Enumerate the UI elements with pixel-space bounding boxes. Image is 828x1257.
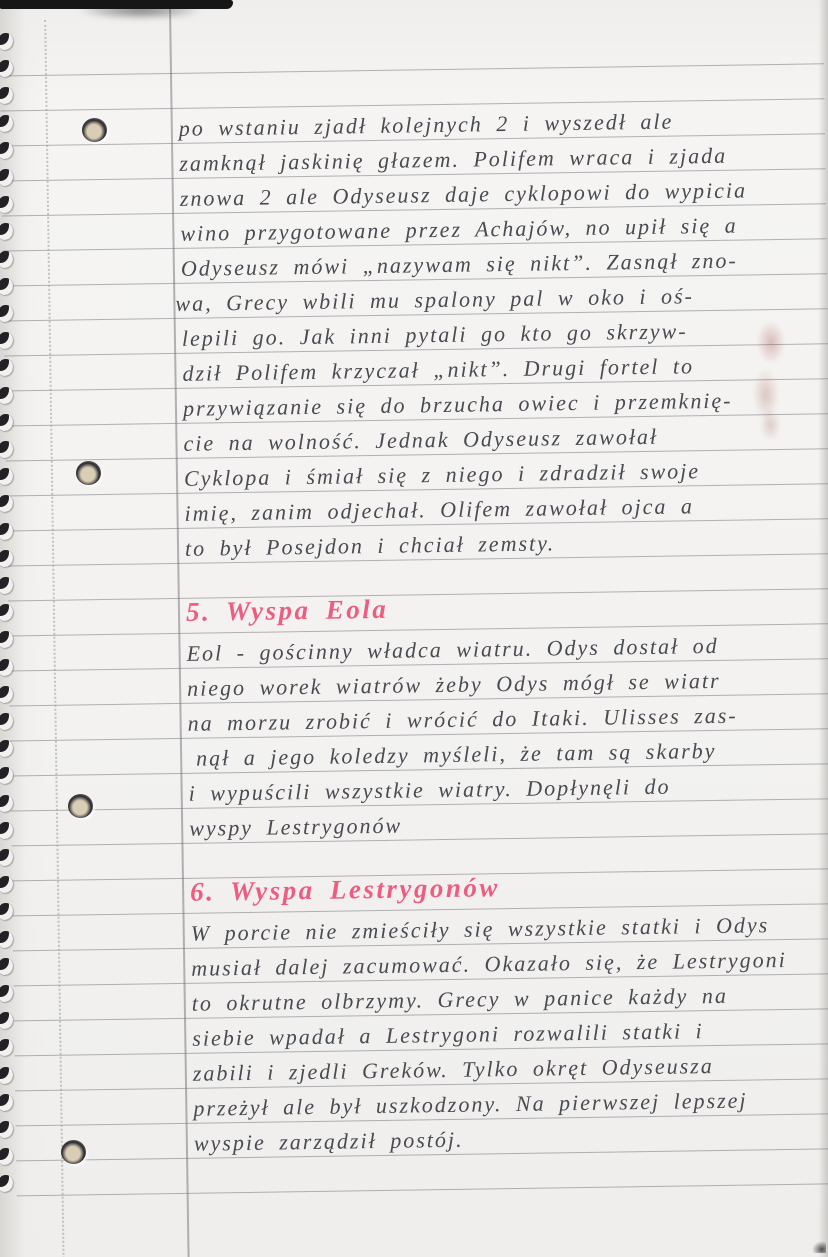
corner-shadow [812, 1241, 826, 1253]
punch-hole [82, 118, 107, 142]
handwritten-line: cie na wolność. Jednak Odyseusz zawołał [183, 423, 659, 456]
spiral-ring [0, 550, 13, 567]
spiral-ring [0, 495, 13, 512]
spiral-ring [0, 359, 13, 376]
handwritten-line: wino przygotowane przez Achajów, no upił się a [180, 212, 738, 246]
spiral-ring [0, 387, 13, 404]
handwritten-line: imię, zanim odjechał. Olifem zawołał ojca a [184, 493, 695, 526]
spiral-ring [0, 795, 13, 812]
spiral-ring [0, 849, 13, 866]
spiral-ring [0, 1094, 13, 1111]
handwritten-line: to był Posejdon i chciał zemsty. [184, 530, 556, 561]
spiral-ring [0, 1067, 13, 1084]
spiral-ring [0, 767, 13, 784]
spiral-ring [0, 332, 13, 349]
section-heading-6: 6. Wyspa Lestrygonów [189, 872, 501, 907]
spiral-ring [0, 468, 13, 485]
spiral-ring [0, 903, 13, 920]
spiral-ring [0, 1175, 13, 1192]
handwritten-line: wa, Grecy wbili mu spalony pal w oko i oś- [175, 283, 695, 316]
spiral-ring [0, 1148, 13, 1165]
handwritten-line: to okrutne olbrzymy. Grecy w panice każdy na [191, 982, 729, 1016]
handwritten-line: znowa 2 ale Odyseusz daje cyklopowi do wypicia [179, 177, 748, 211]
spiral-ring [0, 115, 13, 132]
spiral-ring [0, 713, 13, 730]
handwritten-line: na morzu zrobić i wrócić do Itaki. Ulisses zas- [187, 702, 738, 736]
spiral-ring [0, 822, 13, 839]
handwritten-line: i wypuścili wszystkie wiatry. Dopłynęli do [188, 773, 671, 806]
spiral-ring [0, 196, 13, 213]
spiral-ring [0, 60, 13, 77]
spiral-ring [0, 985, 13, 1002]
handwritten-line: Cyklopa i śmiał się z niego i zdradził swoje [183, 458, 701, 491]
handwritten-line: zabili i zjedli Greków. Tylko okręt Odyseusza [192, 1053, 714, 1086]
spiral-ring [0, 441, 13, 458]
section-heading-5: 5. Wyspa Eola [185, 593, 389, 627]
spiral-ring [0, 958, 13, 975]
handwritten-line: wyspie zarządził postój. [193, 1126, 464, 1156]
handwritten-line: przywiązanie się do brzucha owiec i przemknię- [182, 387, 733, 421]
rule-line [17, 1183, 828, 1196]
punch-hole [76, 461, 101, 485]
spiral-ring [0, 523, 13, 540]
spiral-ring [0, 87, 13, 104]
spiral-ring [0, 577, 13, 594]
spiral-ring [0, 169, 13, 186]
punch-hole [61, 1140, 86, 1164]
handwritten-line: wyspy Lestrygonów [189, 812, 403, 841]
handwritten-line: niego worek wiatrów żeby Odys mógł se wiatr [186, 667, 721, 701]
spiral-ring [0, 931, 13, 948]
spiral-ring [0, 414, 13, 431]
punch-hole [68, 794, 93, 818]
spiral-ring [0, 33, 13, 50]
spiral-ring [0, 686, 13, 703]
spiral-ring [0, 223, 13, 240]
spiral-ring [0, 142, 13, 159]
spiral-ring [0, 251, 13, 268]
spiral-ring [0, 1039, 13, 1056]
photo-top-shadow [0, 0, 233, 9]
ink-stain [744, 321, 794, 440]
rule-line [8, 588, 828, 601]
handwritten-line: dził Polifem krzyczał „nikt”. Drugi fortel to [182, 353, 695, 386]
handwritten-line: Eol - gościnny władca wiatru. Odys dostał od [186, 632, 719, 666]
spiral-ring [0, 1012, 13, 1029]
handwritten-line: nął a jego koledzy myśleli, że tam są skarby [195, 737, 717, 771]
spiral-ring [0, 604, 13, 621]
perforation-line [44, 20, 64, 1257]
handwritten-line: Odyseusz mówi „nazywam się nikt”. Zasnął zno- [180, 247, 738, 281]
spiral-ring [0, 659, 13, 676]
spiral-ring [0, 278, 13, 295]
handwritten-line: po wstaniu zjadł kolejnych 2 i wyszedł ale [178, 108, 674, 141]
handwritten-line: lepili go. Jak inni pytali go kto go skrzyw- [181, 318, 688, 351]
spiral-binding [0, 0, 26, 1257]
rule-line [0, 63, 824, 76]
spiral-ring [0, 740, 13, 757]
rule-line [1, 98, 825, 111]
spiral-ring [0, 305, 13, 322]
handwritten-line: W porcie nie zmieściły się wszystkie statki i Odys [190, 912, 770, 946]
handwritten-line: musiał dalej zacumować. Okazało się, że Lestrygoni [191, 946, 787, 981]
spiral-ring [0, 876, 13, 893]
rule-line [11, 833, 828, 846]
spiral-ring [0, 631, 13, 648]
handwritten-line: siebie wpadał a Lestrygoni rozwalili statki i [192, 1018, 704, 1051]
handwritten-line: zamknął jaskinię głazem. Polifem wraca i zjada [179, 142, 728, 176]
spiral-ring [0, 1121, 13, 1138]
handwritten-line: przeżył ale był uszkodzony. Na pierwszej lepszej [193, 1087, 748, 1121]
